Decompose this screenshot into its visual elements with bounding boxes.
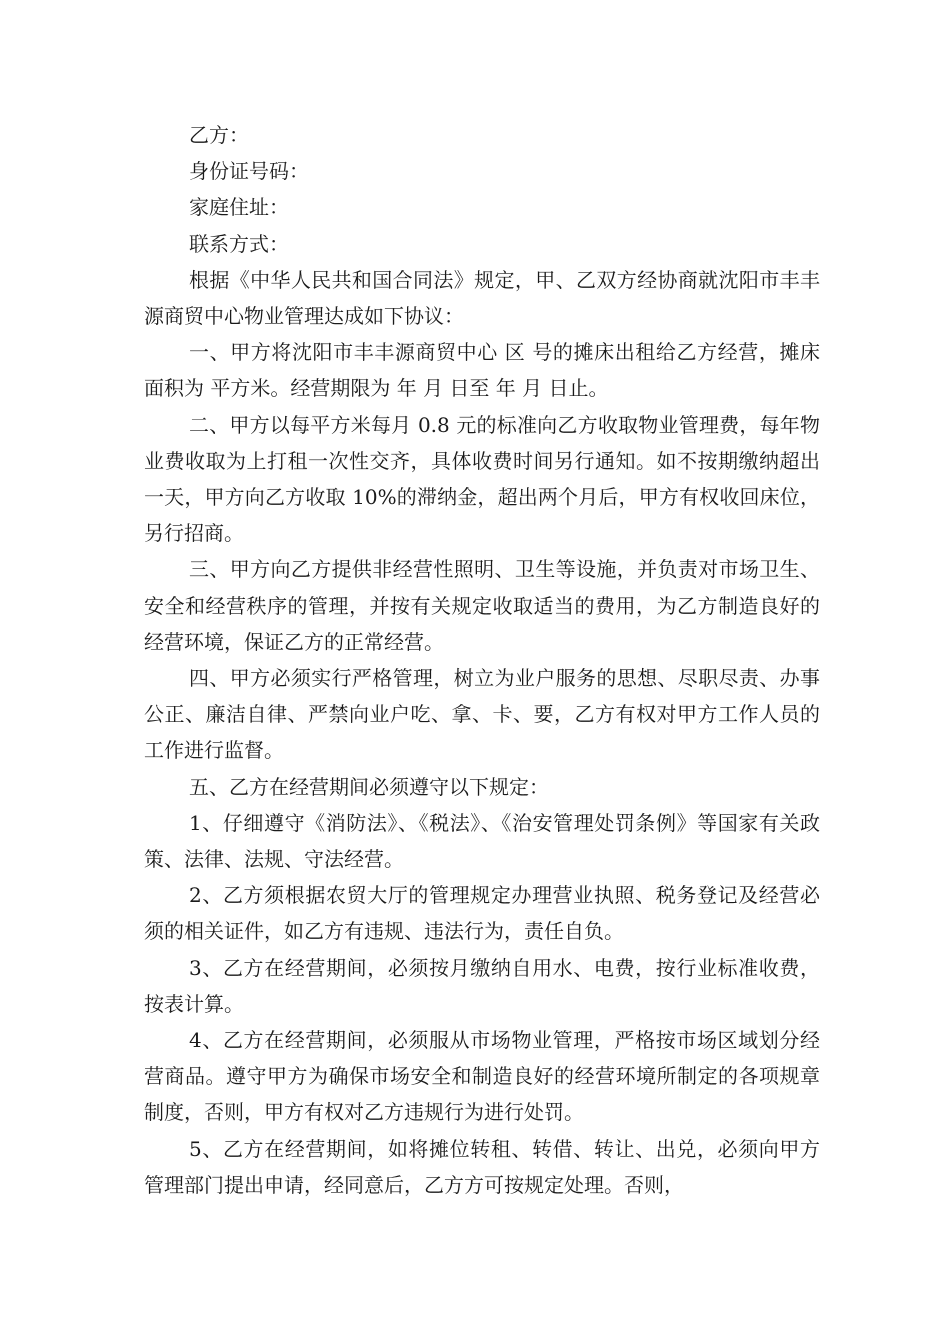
paragraph-clause-1: 一、甲方将沈阳市丰丰源商贸中心 区 号的摊床出租给乙方经营，摊床面积为 平方米。经营期限为 年 月 日至 年 月 日止。 xyxy=(144,340,820,401)
paragraph-rule-5: 5、乙方在经营期间，如将摊位转租、转借、转让、出兑，必须向甲方管理部门提出申请，经同意后，乙方方可按规定处理。否则， xyxy=(144,1136,820,1197)
paragraph-preamble: 根据《中华人民共和国合同法》规定，甲、乙双方经协商就沈阳市丰丰源商贸中心物业管理达成如下协议： xyxy=(144,267,820,328)
id-number-label: 身份证号码： xyxy=(189,159,309,184)
home-address-label: 家庭住址： xyxy=(189,195,289,220)
paragraph-clause-5: 五、乙方在经营期间必须遵守以下规定： xyxy=(189,774,549,799)
paragraph-rule-1: 1、仔细遵守《消防法》、《税法》、《治安管理处罚条例》等国家有关政策、法律、法规、守法经营。 xyxy=(144,810,820,871)
paragraph-rule-3: 3、乙方在经营期间，必须按月缴纳自用水、电费，按行业标准收费，按表计算。 xyxy=(144,955,820,1016)
paragraph-rule-4: 4、乙方在经营期间，必须服从市场物业管理，严格按市场区域划分经营商品。遵守甲方为确保市场安全和制造良好的经营环境所制定的各项规章制度，否则，甲方有权对乙方违规行为进行处罚。 xyxy=(144,1028,820,1125)
document-body xyxy=(144,117,820,1203)
paragraph-rule-2: 2、乙方须根据农贸大厅的管理规定办理营业执照、税务登记及经营必须的相关证件，如乙方有违规、违法行为，责任自负。 xyxy=(144,883,820,944)
paragraph-clause-3: 三、甲方向乙方提供非经营性照明、卫生等设施，并负责对市场卫生、安全和经营秩序的管理，并按有关规定收取适当的费用，为乙方制造良好的经营环境，保证乙方的正常经营。 xyxy=(144,557,820,654)
contact-label: 联系方式： xyxy=(189,231,289,256)
paragraph-clause-4: 四、甲方必须实行严格管理，树立为业户服务的思想、尽职尽责、办事公正、廉洁自律、严禁向业户吃、拿、卡、要，乙方有权对甲方工作人员的工作进行监督。 xyxy=(144,665,820,763)
paragraph-clause-2: 二、甲方以每平方米每月 0.8 元的标准向乙方收取物业管理费，每年物业费收取为上打租一次性交齐，具体收费时间另行通知。如不按期缴纳超出一天，甲方向乙方收取 10%的滞纳金，超出两个月后，甲方有权收回床位，另行招商。 xyxy=(144,412,820,546)
party-b-label: 乙方： xyxy=(189,123,249,147)
